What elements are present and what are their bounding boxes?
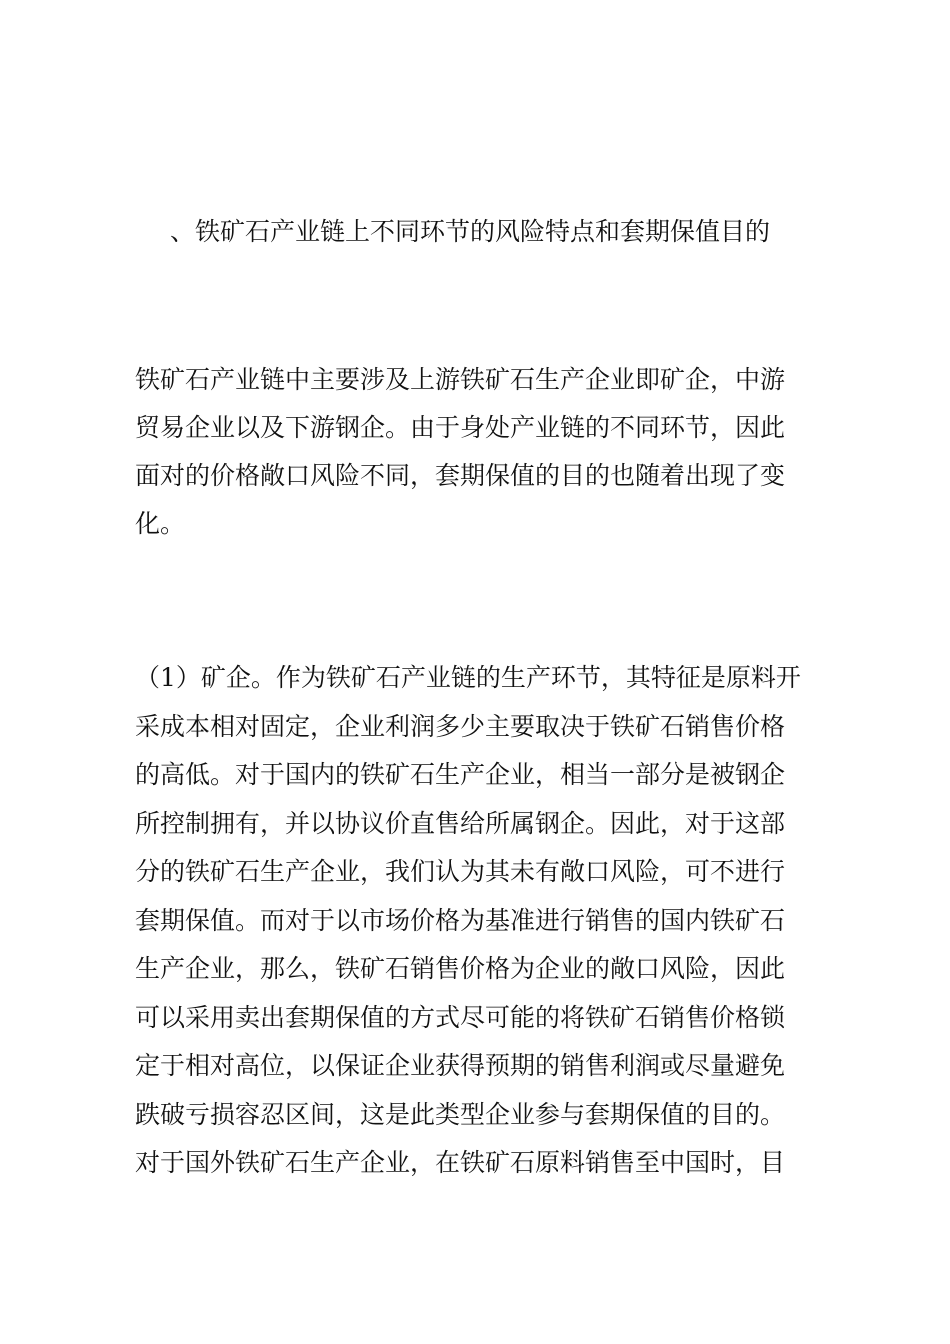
paragraph-line: 面对的价格敞口风险不同，套期保值的目的也随着出现了变 <box>135 461 786 490</box>
paragraph-line: 定于相对高位，以保证企业获得预期的销售利润或尽量避免 <box>135 1051 786 1080</box>
paragraph-mining-enterprises <box>135 654 815 1188</box>
paragraph-line: 采成本相对固定，企业利润多少主要取决于铁矿石销售价格 <box>135 711 786 741</box>
paragraph-line: 可以采用卖出套期保值的方式尽可能的将铁矿石销售价格锁 <box>135 1002 786 1032</box>
paragraph-line: 生产企业，那么，铁矿石销售价格为企业的敞口风险，因此 <box>135 954 786 983</box>
paragraph-line: （1）矿企。作为铁矿石产业链的生产环节，其特征是原料开 <box>135 663 801 692</box>
paragraph-line: 铁矿石产业链中主要涉及上游铁矿石生产企业即矿企，中游 <box>135 365 786 394</box>
paragraph-line: 分的铁矿石生产企业，我们认为其未有敞口风险，可不进行 <box>135 857 786 886</box>
paragraph-line: 所控制拥有，并以协议价直售给所属钢企。因此，对于这部 <box>135 808 786 838</box>
paragraph-line: 化。 <box>135 509 186 538</box>
paragraph-line: 对于国外铁矿石生产企业，在铁矿石原料销售至中国时，目 <box>135 1148 786 1177</box>
paragraph-line: 跌破亏损容忍区间，这是此类型企业参与套期保值的目的。 <box>135 1099 786 1129</box>
paragraph-line: 套期保值。而对于以市场价格为基准进行销售的国内铁矿石 <box>135 905 786 935</box>
paragraph-line: 贸易企业以及下游钢企。由于身处产业链的不同环节，因此 <box>135 413 786 442</box>
section-heading: 、铁矿石产业链上不同环节的风险特点和套期保值目的 <box>170 217 771 246</box>
paragraph-intro <box>135 356 815 548</box>
paragraph-line: 的高低。对于国内的铁矿石生产企业，相当一部分是被钢企 <box>135 760 786 789</box>
